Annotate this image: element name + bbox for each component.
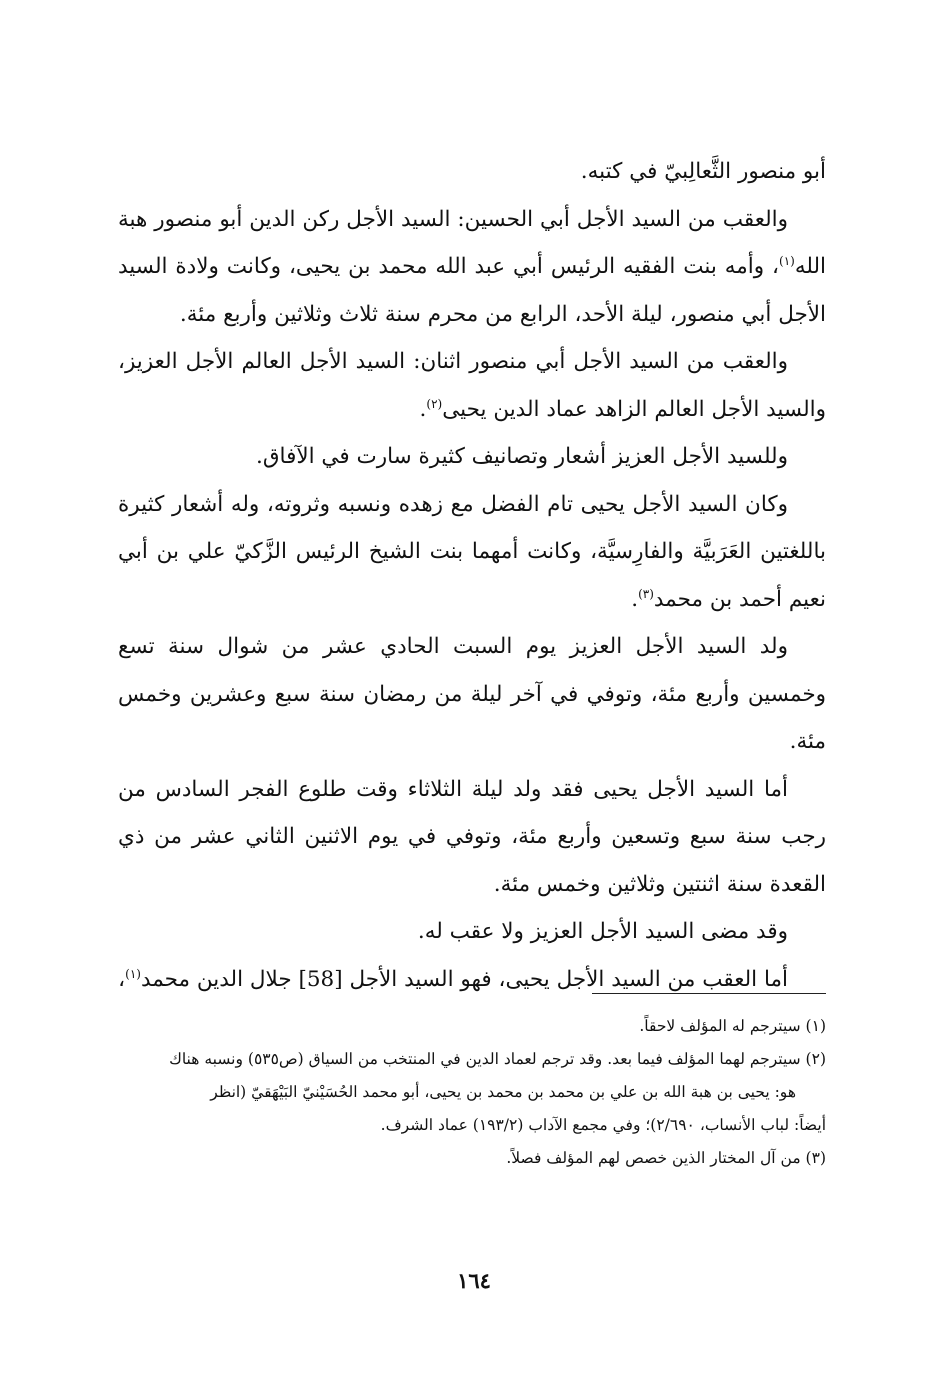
footnote-ref-1b: (١) xyxy=(125,966,141,981)
paragraph-6: ولد السيد الأجل العزيز يوم السبت الحادي عشر من شوال سنة تسع وخمسين وأربع مئة، وتوفي في آخر ليلة من رمضان سنة سبع وعشرين وخمس مئة. xyxy=(118,634,826,754)
paragraph-2: والعقب من السيد الأجل أبي الحسين: السيد الأجل ركن الدين أبو منصور هبة الله$^{(١)}$، وأمه بنت الفقيه الرئيس أبي عبد الله محمد بن يحيى، وكانت ولادة السيد الأجل أبي منصور، ليلة الأحد، الرابع من محرم سنة ثلاث وثلاثين وأربع مئة. xyxy=(118,206,826,327)
footnote-separator xyxy=(592,993,826,994)
footnote-2-line-1: (٢) سيترجم لهما المؤلف فيما بعد. وقد ترجم لعماد الدين في المنتخب من السياق (ص٥٣٥) ونسبه هناك xyxy=(169,1050,826,1068)
paragraph-7: أما السيد الأجل يحيى فقد ولد ليلة الثلاثاء وقت طلوع الفجر السادس من رجب سنة سبع وتسعين وأربع مئة، وتوفي في يوم الاثنين الثاني عشر من ذي القعدة سنة اثنتين وثلاثين وخمس مئة. xyxy=(118,776,826,897)
paragraph-9: أما العقب من السيد الأجل يحيى، فهو السيد الأجل [58] جلال الدين محمد$^{(١)}$، xyxy=(118,966,788,992)
paragraph-4: وللسيد الأجل العزيز أشعار وتصانيف كثيرة سارت في الآفاق. xyxy=(256,444,788,469)
footnote-1: (١) سيترجم له المؤلف لاحقاً. xyxy=(639,1017,826,1035)
paragraph-5: وكان السيد الأجل يحيى تام الفضل مع زهده ونسبه وثروته، وله أشعار كثيرة باللغتين العَرَبيَّة والفارِسيَّة، وكانت أمهما بنت الشيخ الرئيس الزَّكيّ علي بن أبي نعيم أحمد بن محمد$^{(٣)}$. xyxy=(118,491,826,612)
footnotes xyxy=(118,1010,826,1175)
footnote-ref-1: (١) xyxy=(779,253,795,268)
main-text xyxy=(118,148,826,1003)
footnote-ref-3: (٣) xyxy=(638,586,654,601)
page-number: ١٦٤ xyxy=(457,1268,491,1293)
paragraph-3: والعقب من السيد الأجل أبي منصور اثنان: السيد الأجل العالم الأجل العزيز، والسيد الأجل العالم الزاهد عماد الدين يحيى$^{(٢)}$. xyxy=(118,349,826,422)
paragraph-1: أبو منصور الثَّعالِبيّ في كتبه. xyxy=(580,159,826,184)
footnote-3: (٣) من آل المختار الذين خصص لهم المؤلف فصلاً. xyxy=(506,1149,826,1167)
footnote-ref-2: (٢) xyxy=(426,396,443,411)
footnote-2-line-2: هو: يحيى بن هبة الله بن علي بن محمد بن محمد بن يحيى، أبو محمد الحُسَيْنيّ البَيْهَقيّ (انظر xyxy=(210,1083,796,1101)
footnote-2-line-3: أيضاً: لباب الأنساب، ٢/٦٩٠)؛ وفي مجمع الآداب (١٩٣/٢) عماد الشرف. xyxy=(380,1116,826,1134)
paragraph-8: وقد مضى السيد الأجل العزيز ولا عقب له. xyxy=(417,919,788,944)
